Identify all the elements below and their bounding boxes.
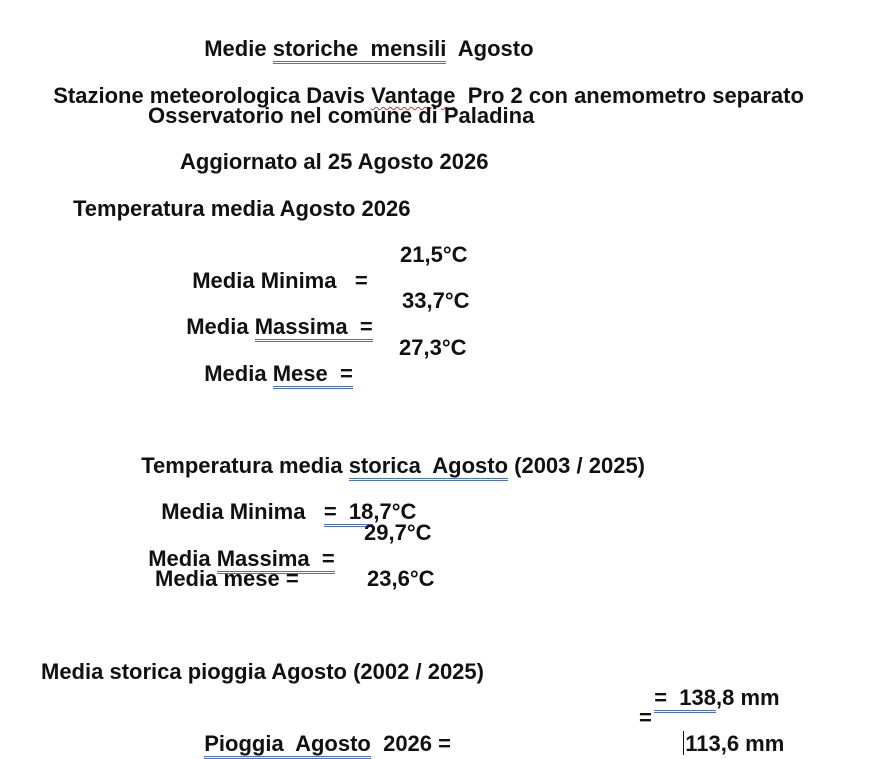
rain-historical-label: Media storica pioggia Agosto (2002 / 2025): [41, 659, 484, 684]
station-misspelled-word: Vantage: [371, 83, 456, 108]
station-part: Pro 2 con anemometro separato: [455, 83, 804, 108]
current-max-label-underlined: Massima =: [255, 314, 373, 342]
rain-current-row: [192, 705, 451, 757]
current-mean-value: 27,3°C: [399, 335, 467, 360]
historical-max-label-underlined: Massima =: [217, 546, 335, 574]
current-temperature-heading: Temperatura media Agosto 2026: [73, 196, 411, 221]
current-mean-label: Media: [204, 361, 273, 386]
historical-max-label: Media: [148, 546, 217, 571]
historical-heading-part: Temperatura media: [141, 453, 349, 478]
title-underlined: storiche mensili: [273, 36, 447, 64]
updated-line: Aggiornato al 25 Agosto 2026: [180, 149, 489, 174]
current-max-row: [174, 288, 373, 340]
current-min-value: 21,5°C: [400, 242, 468, 267]
historical-min-rest: ,7°C: [373, 499, 417, 524]
historical-heading-underlined: storica Agosto: [349, 453, 508, 481]
rain-current-equals: =: [639, 705, 652, 730]
historical-min-row: [149, 473, 416, 525]
historical-max-value: 29,7°C: [364, 520, 432, 545]
current-max-label: Media: [186, 314, 255, 339]
current-min-row: [180, 242, 368, 294]
historical-temperature-heading: [129, 427, 645, 479]
current-mean-label-underlined: Mese =: [273, 361, 353, 389]
historical-min-underlined: = 18: [324, 499, 374, 527]
current-min-label: Media Minima =: [192, 268, 368, 293]
title-part: Medie: [204, 36, 273, 61]
observatory-line: Osservatorio nel comune di Paladina: [148, 103, 535, 128]
rain-historical-rest: ,8 mm: [716, 685, 780, 710]
page-title: [192, 10, 534, 62]
current-max-value: 33,7°C: [402, 288, 470, 313]
station-line: [41, 57, 804, 109]
title-part: Agosto: [446, 36, 534, 61]
rain-current-value: 113,6 mm: [685, 731, 785, 756]
historical-max-row: [136, 520, 335, 572]
rain-current-label-rest: 2026 =: [370, 731, 451, 756]
historical-heading-part: (2003 / 2025): [508, 453, 645, 478]
station-part: Stazione meteorologica Davis: [53, 83, 372, 108]
historical-mean-value: 23,6°C: [367, 566, 435, 591]
rain-historical-value-row: [642, 659, 780, 711]
current-mean-row: [192, 335, 353, 387]
rain-current-value-row[interactable]: [671, 705, 784, 757]
rain-current-label-underlined: Pioggia Agosto: [204, 731, 371, 759]
historical-mean-row: Media mese =: [155, 566, 299, 591]
rain-historical-underlined: = 138: [654, 685, 716, 713]
historical-min-label: Media Minima: [161, 499, 324, 524]
